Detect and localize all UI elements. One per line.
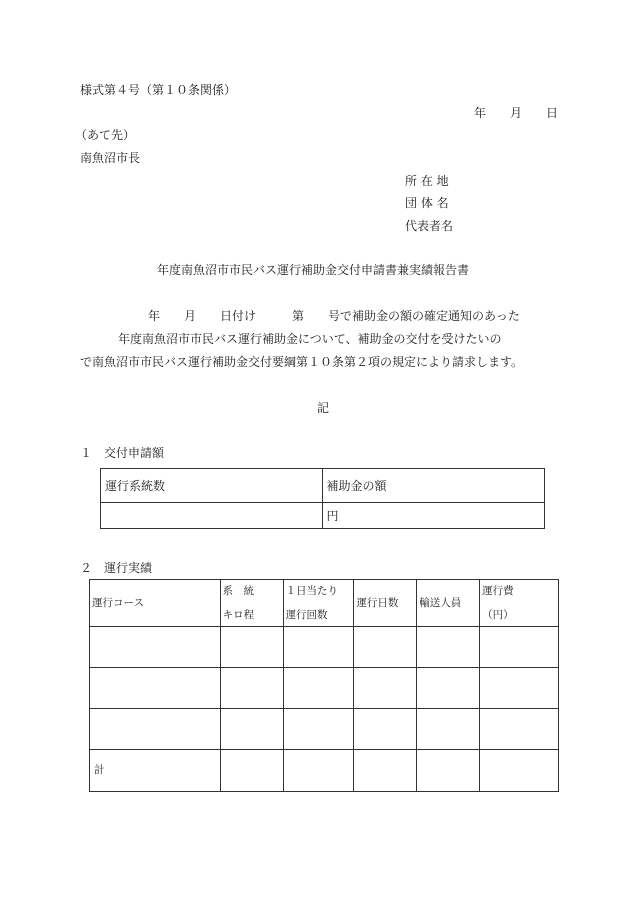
body-line-2: 年度南魚沼市市民バス運行補助金について、補助金の交付を受けたいの [118,332,502,346]
application-amount-table [100,468,545,529]
org-name-label: 団 体 名 [405,196,449,210]
days-header: 運行日数 [354,580,417,627]
route-count-header: 運行系統数 [101,469,323,503]
body-line-1: 年 月 日付け 第 号で補助金の額の確定通知のあった [148,309,520,323]
daily-runs-cell [283,668,354,709]
route-count-cell [101,503,323,529]
cost-total-cell [480,750,559,792]
subsidy-amount-cell [322,503,545,529]
distance-cell [220,627,283,668]
addressee: 南魚沼市長 [80,151,141,165]
days-cell [354,668,417,709]
distance-total-cell [220,750,283,792]
yen-unit: 円 [326,508,339,523]
days-total-cell [354,750,417,792]
course-cell [90,627,221,668]
passengers-total-cell [417,750,480,792]
distance-header [220,580,283,627]
table-row [90,627,559,668]
section1-heading: １ 交付申請額 [80,446,165,460]
cost-header [480,580,559,627]
distance-cell [220,709,283,750]
passengers-cell [417,709,480,750]
daily-runs-cell [283,709,354,750]
distance-header-line1: 系 統 [222,584,255,597]
address-label: 所 在 地 [405,174,449,188]
document-title: 年度南魚沼市市民バス運行補助金交付申請書兼実績報告書 [157,263,470,277]
daily-runs-header [283,580,354,627]
cost-cell [480,627,559,668]
cost-header-line2: （円） [482,609,514,621]
subsidy-amount-header: 補助金の額 [322,469,545,503]
cost-cell [480,668,559,709]
daily-runs-total-cell [283,750,354,792]
section2-heading: ２ 運行実績 [80,561,153,575]
passengers-cell [417,627,480,668]
body-line-3: で南魚沼市市民バス運行補助金交付要綱第１０条第２項の規定により請求します。 [80,355,524,369]
cost-header-line1: 運行費 [482,584,514,597]
course-cell [90,668,221,709]
daily-runs-header-line2: 運行回数 [285,609,328,621]
ki-mark: 記 [317,401,330,415]
passengers-header: 輸送人員 [417,580,480,627]
operation-results-table [89,579,559,792]
date-line: 年 月 日 [474,106,559,120]
course-header: 運行コース [90,580,221,627]
days-cell [354,627,417,668]
addressee-label: （あて先） [75,128,136,142]
representative-label: 代表者名 [405,219,454,233]
total-label: 計 [94,764,105,777]
distance-cell [220,668,283,709]
table-row [90,709,559,750]
daily-runs-header-line1: １日当たり [285,584,339,597]
total-row [90,750,559,792]
total-label-cell [90,750,221,792]
form-number: 様式第４号（第１０条関係） [80,83,237,97]
table-row [90,668,559,709]
course-cell [90,709,221,750]
passengers-cell [417,668,480,709]
daily-runs-cell [283,627,354,668]
distance-header-line2: キロ程 [222,609,255,621]
cost-cell [480,709,559,750]
days-cell [354,709,417,750]
